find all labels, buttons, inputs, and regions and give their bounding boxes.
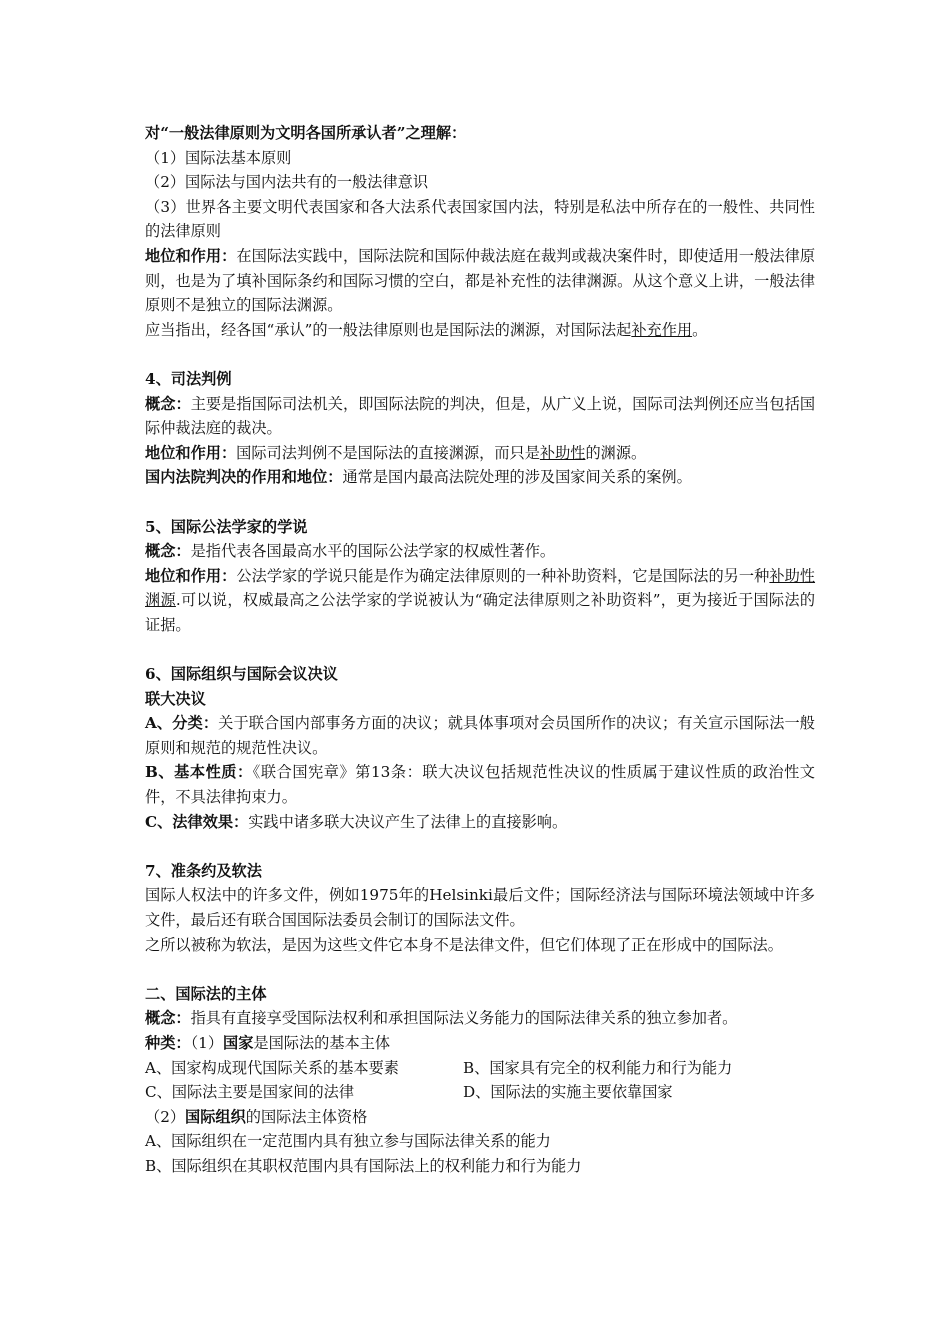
list-item: A、国际组织在一定范围内具有独立参与国际法律关系的能力 <box>145 1132 551 1151</box>
status-text: 国际司法判例不是国际法的直接渊源，而只是 <box>236 443 540 462</box>
list-item: （1）国际法基本原则 <box>145 148 292 167</box>
document-page <box>145 121 815 1179</box>
spacer <box>145 490 815 515</box>
underlined-term: 补助性 <box>539 443 586 462</box>
kinds-label: 种类： <box>145 1033 191 1052</box>
note-text: 。 <box>692 320 708 339</box>
note-text: 应当指出，经各国“承认”的一般法律原则也是国际法的渊源，对国际法起 <box>145 320 632 339</box>
org-text: 的国际法主体资格 <box>245 1107 368 1126</box>
paragraph <box>145 1105 815 1130</box>
kinds-text: 是国际法的基本主体 <box>253 1033 391 1052</box>
paragraph <box>145 711 815 760</box>
kinds-number: （1） <box>190 1033 224 1052</box>
paragraph: 国际人权法中的许多文件，例如1975年的Helsinki最后文件；国际经济法与国际环境法领域中许多文件，最后还有联合国国际法委员会制订的国际法文件。 <box>145 886 815 929</box>
domestic-text: 通常是国内最高法院处理的涉及国家间关系的案例。 <box>342 468 692 487</box>
general-principles-heading: 对“一般法律原则为文明各国所承认者”之理解： <box>145 124 467 142</box>
paragraph <box>145 539 815 564</box>
effect-text: 实践中诸多联大决议产生了法律上的直接影响。 <box>248 812 568 831</box>
concept-text: 指具有直接享受国际法权利和承担国际法义务能力的国际法律关系的独立参加者。 <box>190 1009 738 1028</box>
status-label: 地位和作用： <box>145 443 237 462</box>
section-heading: 4、司法判例 <box>145 369 232 388</box>
option-b: B、国家具有完全的权利能力和行为能力 <box>463 1058 733 1077</box>
status-text: .可以说，权威最高之公法学家的学说被认为“确定法律原则之补助资料”，更为接近于国际法的证据。 <box>145 591 816 634</box>
option-a: A、国家构成现代国际关系的基本要素 <box>145 1058 399 1077</box>
paragraph <box>145 441 815 466</box>
concept-label: 概念： <box>145 394 191 413</box>
spacer <box>145 342 815 367</box>
list-item: （3）世界各主要文明代表国家和各大法系代表国家国内法，特别是私法中所存在的一般性、共同性的法律原则 <box>145 197 815 241</box>
section-heading: 6、国际组织与国际会议决议 <box>145 665 338 684</box>
part-heading: 二、国际法的主体 <box>145 984 267 1003</box>
spacer <box>145 834 815 859</box>
category-label: A、分类： <box>145 714 219 733</box>
paragraph <box>145 564 815 638</box>
section-heading: 7、准条约及软法 <box>145 861 262 880</box>
option-c: C、国际法主要是国家间的法律 <box>145 1083 355 1102</box>
section-heading: 5、国际公法学家的学说 <box>145 517 308 536</box>
status-label: 地位和作用： <box>145 246 237 265</box>
kinds-state: 国家 <box>223 1033 254 1052</box>
list-item: B、国际组织在其职权范围内具有国际法上的权利能力和行为能力 <box>145 1156 582 1175</box>
status-text: 的渊源。 <box>585 443 647 462</box>
nature-label: B、基本性质： <box>145 763 253 782</box>
underlined-term: 补助性渊源 <box>145 566 816 610</box>
option-d: D、国际法的实施主要依靠国家 <box>463 1083 673 1102</box>
paragraph <box>145 465 815 490</box>
org-number: （2） <box>145 1107 186 1126</box>
status-text: 在国际法实践中，国际法院和国际仲裁法庭在裁判或裁决案件时，即使适用一般法律原则，也是为了填补国际条约和国际习惯的空白，都是补充性的法律渊源。从这个意义上讲，一般法律原则不是独立的国际法渊源。 <box>145 246 816 315</box>
concept-text: 是指代表各国最高水平的国际公法学家的权威性著作。 <box>190 542 556 561</box>
paragraph: 之所以被称为软法，是因为这些文件它本身不是法律文件，但它们体现了正在形成中的国际法。 <box>145 935 783 954</box>
options-row <box>145 1080 815 1105</box>
paragraph <box>145 760 815 809</box>
org-label: 国际组织 <box>185 1107 246 1126</box>
nature-text: 《联合国宪章》第13条：联大决议包括规范性决议的性质属于建议性质的政治性文件，不具法律拘束力。 <box>145 763 815 807</box>
effect-label: C、法律效果： <box>145 812 249 831</box>
options-row <box>145 1056 815 1081</box>
subheading: 联大决议 <box>145 689 206 708</box>
concept-label: 概念： <box>145 542 191 561</box>
concept-text: 主要是指国际司法机关，即国际法院的判决，但是，从广义上说，国际司法判例还应当包括国际仲裁法庭的裁决。 <box>145 394 816 438</box>
spacer <box>145 637 815 662</box>
spacer <box>145 957 815 982</box>
underlined-term: 补充作用 <box>631 320 693 339</box>
paragraph <box>145 810 815 835</box>
paragraph <box>145 244 815 318</box>
paragraph <box>145 392 815 441</box>
category-text: 关于联合国内部事务方面的决议；就具体事项对会员国所作的决议；有关宣示国际法一般原则和规范的规范性决议。 <box>145 714 815 757</box>
list-item: （2）国际法与国内法共有的一般法律意识 <box>145 173 429 192</box>
domestic-label: 国内法院判决的作用和地位： <box>145 468 343 487</box>
paragraph <box>145 318 815 343</box>
status-text: 公法学家的学说只能是作为确定法律原则的一种补助资料，它是国际法的另一种 <box>236 566 770 585</box>
paragraph <box>145 1006 815 1031</box>
paragraph <box>145 1031 815 1056</box>
status-label: 地位和作用： <box>145 566 237 585</box>
concept-label: 概念： <box>145 1009 191 1028</box>
